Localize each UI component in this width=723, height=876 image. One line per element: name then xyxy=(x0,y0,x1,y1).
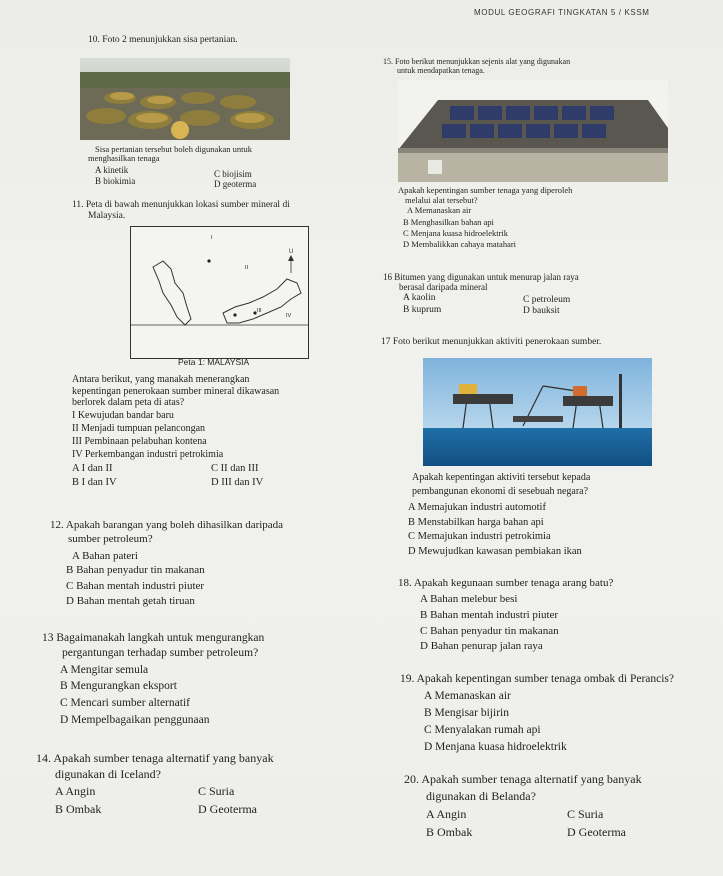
q11-item-i: I Kewujudan bandar baru xyxy=(72,410,174,421)
q13-stem-2: pergantungan terhadap sumber petroleum? xyxy=(62,647,259,659)
q10-option-a[interactable]: A kinetik xyxy=(95,165,129,175)
q16-option-c[interactable]: C petroleum xyxy=(523,295,571,305)
q14-option-b[interactable]: B Ombak xyxy=(55,802,102,816)
q19-option-d[interactable]: D Menjana kuasa hidroelektrik xyxy=(424,741,567,753)
q20-option-c[interactable]: C Suria xyxy=(567,807,604,821)
q10-option-d[interactable]: D geoterma xyxy=(214,179,257,189)
q16-option-d[interactable]: D bauksit xyxy=(523,306,560,316)
q18-option-a[interactable]: A Bahan melebur besi xyxy=(420,593,518,605)
q16-stem-2: berasal daripada mineral xyxy=(399,282,488,292)
q14-option-c[interactable]: C Suria xyxy=(198,784,235,798)
q20-stem-1: 20. Apakah sumber tenaga alternatif yang banyak xyxy=(404,772,642,786)
q17-paragraph-2: pembangunan ekonomi di sesebuah negara? xyxy=(412,486,589,497)
q10-photo-agricultural-waste xyxy=(80,58,290,140)
q11-option-c[interactable]: C II dan III xyxy=(211,463,259,474)
q18-option-b[interactable]: B Bahan mentah industri piuter xyxy=(420,609,559,621)
q13-stem-1: 13 Bagaimanakah langkah untuk mengurangkan xyxy=(42,632,265,644)
q12-option-d[interactable]: D Bahan mentah getah tiruan xyxy=(66,595,195,607)
q15-option-b[interactable]: B Menghasilkan bahan api xyxy=(403,217,494,227)
q11-item-iii: III Pembinaan pelabuhan kontena xyxy=(72,436,207,447)
q11-paragraph-2: kepentingan penerokaan sumber mineral dikawasan xyxy=(72,386,280,397)
q10-stem: 10. Foto 2 menunjukkan sisa pertanian. xyxy=(88,35,238,45)
q20-stem-2: digunakan di Belanda? xyxy=(426,789,536,803)
q18-option-d[interactable]: D Bahan penurap jalan raya xyxy=(420,640,543,652)
q13-option-a[interactable]: A Mengitar semula xyxy=(60,664,149,676)
q12-stem-2: sumber petroleum? xyxy=(68,533,153,545)
q19-option-a[interactable]: A Memanaskan air xyxy=(424,690,511,702)
q12-option-c[interactable]: C Bahan mentah industri piuter xyxy=(66,580,205,592)
q14-option-a[interactable]: A Angin xyxy=(55,784,96,798)
q10-option-b[interactable]: B biokimia xyxy=(95,176,136,186)
q11-option-d[interactable]: D III dan IV xyxy=(211,477,264,488)
q18-option-c[interactable]: C Bahan penyadur tin makanan xyxy=(420,625,559,637)
module-header: MODUL GEOGRAFI TINGKATAN 5 / KSSM xyxy=(474,8,650,17)
q11-map-malaysia xyxy=(130,226,309,359)
q14-stem-1: 14. Apakah sumber tenaga alternatif yang banyak xyxy=(36,751,274,765)
q15-stem-2: untuk mendapatkan tenaga. xyxy=(397,66,485,75)
q18-stem: 18. Apakah kegunaan sumber tenaga arang batu? xyxy=(398,577,614,589)
q11-stem-1: 11. Peta di bawah menunjukkan lokasi sumber mineral di xyxy=(72,200,290,210)
q20-option-d[interactable]: D Geoterma xyxy=(567,825,626,839)
svg-text:U: U xyxy=(289,249,294,255)
q13-option-c[interactable]: C Mencari sumber alternatif xyxy=(60,697,190,709)
q11-map-label-i: I xyxy=(211,235,213,241)
q12-stem-1: 12. Apakah barangan yang boleh dihasilkan daripada xyxy=(50,519,284,531)
q11-item-ii: II Menjadi tumpuan pelancongan xyxy=(72,423,206,434)
q16-option-b[interactable]: B kuprum xyxy=(403,305,442,315)
q11-paragraph-1: Antara berikut, yang manakah menerangkan xyxy=(72,374,250,385)
q10-text-2: menghasilkan tenaga xyxy=(88,153,160,163)
q13-option-d[interactable]: D Mempelbagaikan penggunaan xyxy=(60,714,210,726)
q11-item-iv: IV Perkembangan industri petrokimia xyxy=(72,449,224,460)
q17-photo-oil-platform xyxy=(423,358,652,466)
q20-option-a[interactable]: A Angin xyxy=(426,807,467,821)
q11-paragraph-3: berlorek dalam peta di atas? xyxy=(72,397,185,408)
q15-option-a[interactable]: A Memanaskan air xyxy=(407,205,472,215)
q10-option-c[interactable]: C biojisim xyxy=(214,169,252,179)
q19-option-b[interactable]: B Mengisar bijirin xyxy=(424,707,509,719)
q15-photo-solar-panels xyxy=(398,80,668,182)
q19-stem: 19. Apakah kepentingan sumber tenaga ombak di Perancis? xyxy=(400,673,675,685)
q11-map-caption: Peta 1: MALAYSIA xyxy=(178,357,250,367)
q17-option-a[interactable]: A Memajukan industri automotif xyxy=(408,502,546,513)
q11-map-label-iv: IV xyxy=(286,313,292,319)
q16-option-a[interactable]: A kaolin xyxy=(403,293,436,303)
q14-option-d[interactable]: D Geoterma xyxy=(198,802,257,816)
q15-option-d[interactable]: D Membalikkan cahaya matahari xyxy=(403,239,517,249)
q16-stem-1: 16 Bitumen yang digunakan untuk menurap jalan raya xyxy=(383,272,579,282)
q12-option-b[interactable]: B Bahan penyadur tin makanan xyxy=(66,564,205,576)
q17-stem: 17 Foto berikut menunjukkan aktiviti penerokaan sumber. xyxy=(381,337,602,347)
q13-option-b[interactable]: B Mengurangkan eksport xyxy=(60,680,177,692)
q17-paragraph-1: Apakah kepentingan aktiviti tersebut kepada xyxy=(412,472,591,483)
q14-stem-2: digunakan di Iceland? xyxy=(55,767,161,781)
q11-map-label-iii: III xyxy=(257,308,262,314)
q11-option-a[interactable]: A I dan II xyxy=(72,463,113,474)
q17-option-d[interactable]: D Mewujudkan kawasan pembiakan ikan xyxy=(408,546,582,557)
q11-option-b[interactable]: B I dan IV xyxy=(72,477,117,488)
q15-paragraph-2: melalui alat tersebut? xyxy=(405,195,478,205)
q19-option-c[interactable]: C Menyalakan rumah api xyxy=(424,724,541,736)
q15-paragraph-1: Apakah kepentingan sumber tenaga yang diperoleh xyxy=(398,185,573,195)
q15-option-c[interactable]: C Menjana kuasa hidroelektrik xyxy=(403,228,509,238)
q10-text-1: Sisa pertanian tersebut boleh digunakan untuk xyxy=(95,144,252,154)
q11-map-label-ii: II xyxy=(245,265,249,271)
q12-option-a[interactable]: A Bahan pateri xyxy=(72,550,138,562)
q15-stem-1: 15. Foto berikut menunjukkan sejenis alat yang digunakan xyxy=(383,57,571,66)
q17-option-c[interactable]: C Memajukan industri petrokimia xyxy=(408,531,551,542)
q11-stem-2: Malaysia. xyxy=(88,211,126,221)
q20-option-b[interactable]: B Ombak xyxy=(426,825,473,839)
q17-option-b[interactable]: B Menstabilkan harga bahan api xyxy=(408,517,544,528)
